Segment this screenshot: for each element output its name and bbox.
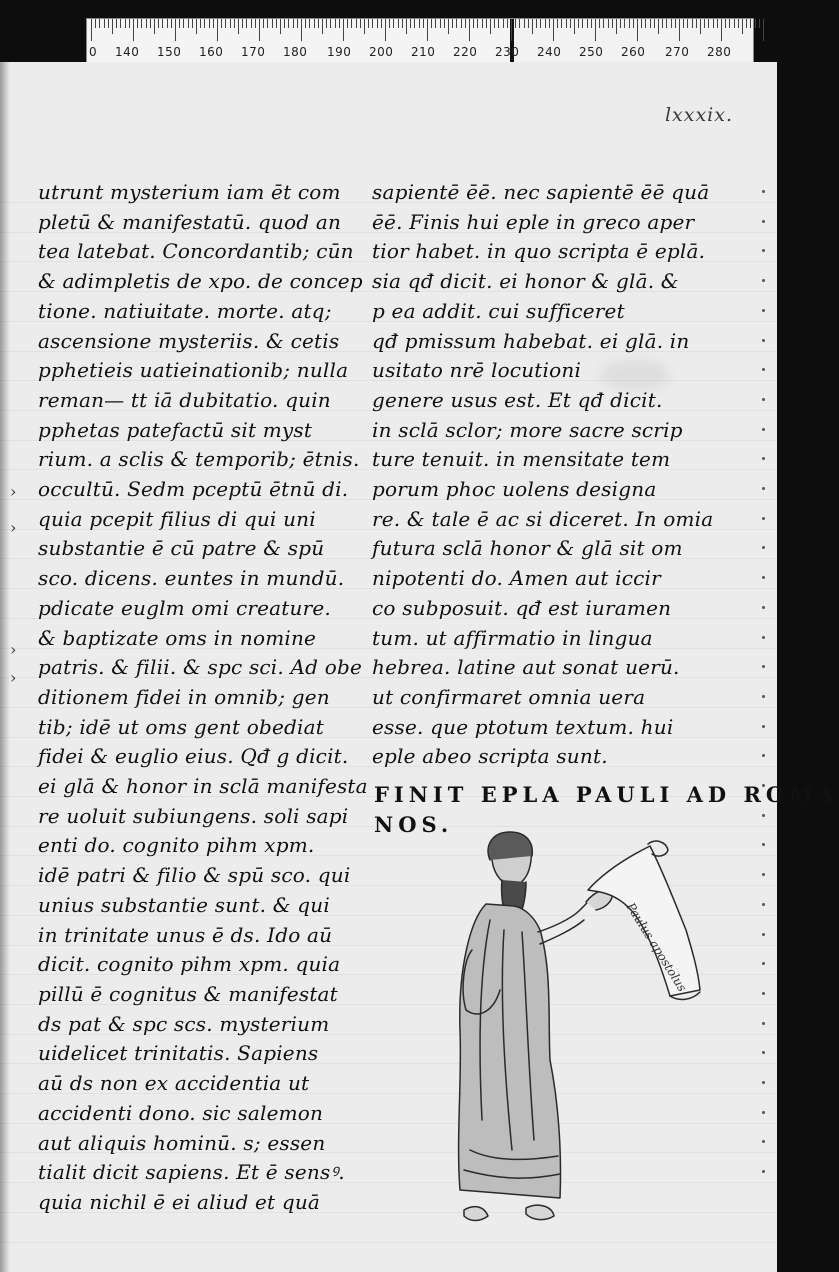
ruler-label: 170 xyxy=(241,45,266,59)
ruler-tick xyxy=(599,19,600,28)
text-line: tior habet. in quo scripta ē eplā. xyxy=(372,239,706,264)
ruler-tick xyxy=(406,19,407,34)
pricking-dot xyxy=(762,992,765,995)
ruler-tick xyxy=(637,19,638,41)
ruler-tick xyxy=(700,19,701,34)
ruler-tick xyxy=(372,19,373,28)
ruler-tick xyxy=(524,19,525,28)
ruler-tick xyxy=(339,19,340,28)
ruler-tick xyxy=(335,19,336,28)
ruler-tick xyxy=(146,19,147,28)
ruler-tick xyxy=(389,19,390,28)
ruler-label: 220 xyxy=(453,45,478,59)
margin-mark: › xyxy=(10,668,17,687)
ruler-tick xyxy=(99,19,100,28)
ruler-tick xyxy=(645,19,646,28)
ruler-tick xyxy=(671,19,672,28)
ruler-tick xyxy=(183,19,184,28)
ruler-tick xyxy=(519,19,520,28)
text-line: qđ pmissum habebat. ei glā. in xyxy=(372,328,690,353)
text-line: in trinitate unus ē ds. Ido aū xyxy=(38,922,333,947)
text-line: quia nichil ē ei aliud et quā xyxy=(38,1189,321,1214)
ruler-tick xyxy=(566,19,567,28)
text-line: usitato nrē locutioni xyxy=(372,358,582,383)
ruler-tick xyxy=(473,19,474,28)
text-line: accidenti dono. sic salemon xyxy=(38,1100,324,1125)
ruler-label: 160 xyxy=(199,45,224,59)
ruler-tick xyxy=(129,19,130,28)
text-line: esse. que ptotum textum. hui xyxy=(372,714,674,739)
ruler-tick xyxy=(540,19,541,28)
ruler-tick xyxy=(662,19,663,28)
ruler-tick xyxy=(414,19,415,28)
ruler-tick xyxy=(150,19,151,28)
ruler-tick xyxy=(750,19,751,28)
page-edge-shadow xyxy=(0,62,10,1272)
text-line: dicit. cognito pihm xpm. quia xyxy=(38,952,341,977)
ruler-tick xyxy=(608,19,609,28)
text-line: re uoluit subiungens. soli sapi xyxy=(38,803,349,828)
ruler-tick xyxy=(469,19,470,41)
ruler-tick xyxy=(158,19,159,28)
ruler-tick xyxy=(209,19,210,28)
ruler-tick xyxy=(616,19,617,34)
ruler-tick xyxy=(456,19,457,28)
ruler-label: 0 xyxy=(89,45,98,59)
text-line: pillū ē cognitus & manifestat xyxy=(38,981,338,1006)
ruler-tick xyxy=(267,19,268,28)
text-line: sapientē ēē. nec sapientē ēē quā xyxy=(372,180,710,204)
scroll-inscription: Paulus apostolus xyxy=(623,900,690,995)
pricking-dot xyxy=(762,1081,765,1084)
pricking-dot xyxy=(762,428,765,431)
ruler-tick xyxy=(624,19,625,28)
ruler-label: 150 xyxy=(157,45,182,59)
ruler-tick xyxy=(104,19,105,28)
pricking-dot xyxy=(762,339,765,342)
ruler-tick xyxy=(133,19,134,41)
ruler-tick xyxy=(452,19,453,28)
text-line: ei glā & honor in sclā manifesta xyxy=(38,774,368,799)
text-line: tea latebat. Concordantib; cūn xyxy=(38,239,354,264)
text-line: ds pat & spc scs. mysterium xyxy=(38,1011,330,1036)
ruler-tick xyxy=(398,19,399,28)
text-line: & adimpletis de xpo. de concep xyxy=(38,269,363,294)
ruler-tick xyxy=(246,19,247,28)
text-line: in sclā sclor; more sacre scrip xyxy=(372,417,683,442)
ruler-tick xyxy=(221,19,222,28)
ruler-tick xyxy=(528,19,529,28)
ruler-tick xyxy=(683,19,684,28)
ruler-tick xyxy=(276,19,277,28)
ruler-tick xyxy=(141,19,142,28)
ruler-tick xyxy=(280,19,281,34)
text-line: eple abeo scripta sunt. xyxy=(372,744,608,769)
ruler-tick xyxy=(486,19,487,28)
text-line: unius substantie sunt. & qui xyxy=(38,892,330,917)
ruler-label: 280 xyxy=(707,45,732,59)
ruler-label: 240 xyxy=(537,45,562,59)
ruler-tick xyxy=(578,19,579,28)
ruler-label: 250 xyxy=(579,45,604,59)
ruler-tick xyxy=(461,19,462,28)
text-line: & baptizate oms in nomine xyxy=(38,625,317,650)
text-line: tib; idē ut oms gent obediat xyxy=(38,714,324,739)
ruler-tick xyxy=(204,19,205,28)
ruler-tick xyxy=(91,19,92,41)
ruler-tick xyxy=(116,19,117,28)
ruler-tick xyxy=(297,19,298,28)
ruler-tick xyxy=(532,19,533,34)
ruler-tick xyxy=(125,19,126,28)
text-line: utrunt mysterium iam ēt com xyxy=(38,180,341,204)
ruler-tick xyxy=(482,19,483,28)
ruler-tick xyxy=(288,19,289,28)
text-line: aū ds non ex accidentia ut xyxy=(38,1071,310,1096)
pricking-dot xyxy=(762,636,765,639)
ruler-tick xyxy=(641,19,642,28)
pricking-dot xyxy=(762,695,765,698)
ruler-tick xyxy=(238,19,239,34)
ruler-tick xyxy=(284,19,285,28)
ruler-tick xyxy=(729,19,730,28)
text-column-left xyxy=(38,178,368,1218)
ruler-label: 190 xyxy=(327,45,352,59)
ruler-tick xyxy=(465,19,466,28)
text-line: substantie ē cū patre & spū xyxy=(38,536,325,561)
ruler-tick xyxy=(393,19,394,28)
text-column-right xyxy=(372,178,714,772)
measuring-ruler xyxy=(86,18,754,68)
ruler-tick xyxy=(242,19,243,28)
ruler-tick xyxy=(763,19,764,41)
ruler-tick xyxy=(112,19,113,34)
ruler-tick xyxy=(490,19,491,34)
margin-mark: › xyxy=(10,518,17,537)
text-line: reman— tt iā dubitatio. quin xyxy=(38,387,331,412)
ruler-label: 230 xyxy=(495,45,520,59)
ruler-tick xyxy=(230,19,231,28)
ruler-tick xyxy=(591,19,592,28)
ruler-tick xyxy=(196,19,197,34)
ruler-tick xyxy=(717,19,718,28)
ruler-tick xyxy=(293,19,294,28)
pricking-dot xyxy=(762,517,765,520)
ruler-tick xyxy=(200,19,201,28)
ruler-tick xyxy=(217,19,218,41)
ruler-tick xyxy=(255,19,256,28)
pricking-dot xyxy=(762,309,765,312)
ruler-tick xyxy=(675,19,676,28)
ruler-tick xyxy=(322,19,323,34)
text-line: fidei & euglio eius. Qđ g dicit. xyxy=(38,744,349,769)
ruler-tick xyxy=(603,19,604,28)
text-line: pletū & manifestatū. quod an xyxy=(38,209,342,234)
text-line: sco. dicens. euntes in mundū. xyxy=(38,566,345,591)
pricking-dot xyxy=(762,606,765,609)
ruling-line xyxy=(0,1242,777,1243)
ruler-tick xyxy=(356,19,357,28)
ruler-tick xyxy=(448,19,449,34)
ruler-tick xyxy=(402,19,403,28)
ruler-tick xyxy=(309,19,310,28)
ruler-tick xyxy=(708,19,709,28)
ruler-tick xyxy=(574,19,575,34)
pricking-dot xyxy=(762,933,765,936)
ruler-tick xyxy=(305,19,306,28)
ruler-label: 140 xyxy=(115,45,140,59)
ruler-tick xyxy=(364,19,365,34)
text-line: occultū. Sedm pceptū ētnū di. xyxy=(38,477,349,502)
ruler-tick xyxy=(137,19,138,28)
ruler-tick xyxy=(351,19,352,28)
ruler-tick xyxy=(435,19,436,28)
ruler-tick xyxy=(318,19,319,28)
text-line: porum phoc uolens designa xyxy=(372,477,657,502)
pricking-dot xyxy=(762,398,765,401)
ruler-tick xyxy=(553,19,554,41)
figure-robe xyxy=(459,904,561,1198)
ruler-tick xyxy=(650,19,651,28)
text-line: tialit dicit sapiens. Et ē sensꝰ. xyxy=(38,1160,345,1185)
text-line: ture tenuit. in mensitate tem xyxy=(372,447,671,472)
text-line: futura sclā honor & glā sit om xyxy=(372,536,683,561)
ruler-tick xyxy=(259,19,260,41)
ruler-tick xyxy=(595,19,596,41)
explicit-line: NOS. xyxy=(374,812,454,837)
ruler-tick xyxy=(427,19,428,41)
ruler-tick xyxy=(494,19,495,28)
ruler-tick xyxy=(612,19,613,28)
text-line: re. & tale ē ac si diceret. In omia xyxy=(372,506,714,531)
explicit-line: FINIT EPLA PAULI AD ROMA xyxy=(374,782,839,807)
text-line: genere usus est. Et qđ dicit. xyxy=(372,387,663,412)
ruler-tick xyxy=(381,19,382,28)
text-line: quia pcepit filius di qui uni xyxy=(38,506,316,531)
ruler-tick xyxy=(385,19,386,41)
ruler-tick xyxy=(536,19,537,28)
ruler-tick xyxy=(314,19,315,28)
figure-hair xyxy=(488,832,532,860)
ruler-tick xyxy=(666,19,667,28)
text-line: tione. natiuitate. morte. atq; xyxy=(38,298,332,323)
ruler-tick xyxy=(570,19,571,28)
margin-mark: › xyxy=(10,482,17,501)
ruler-tick xyxy=(188,19,189,28)
ruler-tick xyxy=(410,19,411,28)
text-line: sia qđ dicit. ei honor & glā. & xyxy=(372,269,679,294)
ruler-tick xyxy=(742,19,743,34)
ruler-tick xyxy=(444,19,445,28)
ruler-tick xyxy=(175,19,176,41)
text-line: pphetieis uatieinationib; nulla xyxy=(38,358,349,383)
ruler-tick xyxy=(629,19,630,28)
text-line: idē patri & filio & spū sco. qui xyxy=(38,863,351,888)
ruler-tick xyxy=(301,19,302,41)
margin-mark: › xyxy=(10,640,17,659)
ruler-tick xyxy=(498,19,499,28)
ruler-tick xyxy=(108,19,109,28)
ruler-tick xyxy=(658,19,659,34)
text-line: pphetas patefactū sit myst xyxy=(38,417,313,442)
ruler-tick xyxy=(545,19,546,28)
ruler-tick xyxy=(696,19,697,28)
ruler-tick xyxy=(687,19,688,28)
ruler-tick xyxy=(330,19,331,28)
ruler-tick xyxy=(368,19,369,28)
text-line: ditionem fidei in omnib; gen xyxy=(38,684,330,709)
pricking-dot xyxy=(762,190,765,193)
ruler-tick xyxy=(162,19,163,28)
text-line: nipotenti do. Amen aut iccir xyxy=(372,566,661,591)
ruler-tick xyxy=(234,19,235,28)
ruler-tick xyxy=(582,19,583,28)
text-line: ut confirmaret omnia uera xyxy=(372,684,646,709)
ruler-tick xyxy=(95,19,96,28)
ruler-tick xyxy=(549,19,550,28)
ruler-tick xyxy=(557,19,558,28)
ruler-tick xyxy=(692,19,693,28)
ruler-tick xyxy=(633,19,634,28)
ruler-tick xyxy=(171,19,172,28)
ruler-tick xyxy=(654,19,655,28)
ruler-tick xyxy=(179,19,180,28)
pricking-dot xyxy=(762,220,765,223)
folio-number: lxxxix. xyxy=(664,104,733,126)
ruler-tick xyxy=(503,19,504,28)
ruler-tick xyxy=(477,19,478,28)
ruler-tick xyxy=(620,19,621,28)
ruler-tick xyxy=(326,19,327,28)
text-line: enti do. cognito pihm xpm. xyxy=(38,833,315,858)
ruler-tick xyxy=(263,19,264,28)
ruler-tick xyxy=(561,19,562,28)
ruler-tick xyxy=(377,19,378,28)
ruler-tick xyxy=(167,19,168,28)
figure-arm xyxy=(538,886,602,932)
ruler-tick xyxy=(423,19,424,28)
text-line: p ea addit. cui sufficeret xyxy=(372,298,625,323)
ruler-label: 180 xyxy=(283,45,308,59)
pricking-dot xyxy=(762,1111,765,1114)
ruler-tick xyxy=(251,19,252,28)
ruler-tick xyxy=(721,19,722,41)
text-line: ēē. Finis hui eple in greco aper xyxy=(372,209,695,234)
ruler-tick xyxy=(725,19,726,28)
ruler-tick xyxy=(120,19,121,28)
ruler-label: 260 xyxy=(621,45,646,59)
ruler-tick xyxy=(587,19,588,28)
text-line: uidelicet trinitatis. Sapiens xyxy=(38,1041,319,1066)
ruler-tick xyxy=(225,19,226,28)
ruler-label: 200 xyxy=(369,45,394,59)
figure-feet xyxy=(464,1207,488,1221)
ruler-tick xyxy=(272,19,273,28)
pricking-dot xyxy=(762,487,765,490)
text-line: ascensione mysteriis. & cetis xyxy=(38,328,340,353)
text-line: tum. ut affirmatio in lingua xyxy=(372,625,653,650)
text-line: patris. & filii. & spc sci. Ad obe xyxy=(38,655,363,680)
ruler-tick xyxy=(515,19,516,28)
pricking-dot xyxy=(762,1022,765,1025)
ruler-label: 210 xyxy=(411,45,436,59)
text-line: co subposuit. qđ est iuramen xyxy=(372,595,672,620)
ruler-tick xyxy=(213,19,214,28)
apostle-drawing xyxy=(430,820,720,1240)
pricking-dot xyxy=(762,725,765,728)
ruler-tick xyxy=(755,19,756,28)
ruler-tick xyxy=(679,19,680,41)
ruler-tick xyxy=(759,19,760,28)
ruler-tick xyxy=(746,19,747,28)
ruler-tick xyxy=(738,19,739,28)
text-line: hebrea. latine aut sonat uerū. xyxy=(372,655,680,680)
ruler-tick xyxy=(192,19,193,28)
ruler-tick xyxy=(734,19,735,28)
ruler-tick xyxy=(431,19,432,28)
ruler-tick xyxy=(713,19,714,28)
text-line: aut aliquis hominū. s; essen xyxy=(38,1130,326,1155)
ruler-tick xyxy=(154,19,155,34)
ruler-tick xyxy=(511,19,512,41)
ruler-tick xyxy=(360,19,361,28)
text-line: pdicate euglm omi creature. xyxy=(38,595,331,620)
ruler-tick xyxy=(343,19,344,41)
ruler-tick xyxy=(419,19,420,28)
ruler-tick xyxy=(440,19,441,28)
text-line: rium. a sclis & temporib; ētnis. xyxy=(38,447,360,472)
ruler-tick xyxy=(507,19,508,28)
ruler-tick xyxy=(347,19,348,28)
ruler-label: 270 xyxy=(665,45,690,59)
ruler-tick xyxy=(704,19,705,28)
pricking-dot xyxy=(762,903,765,906)
